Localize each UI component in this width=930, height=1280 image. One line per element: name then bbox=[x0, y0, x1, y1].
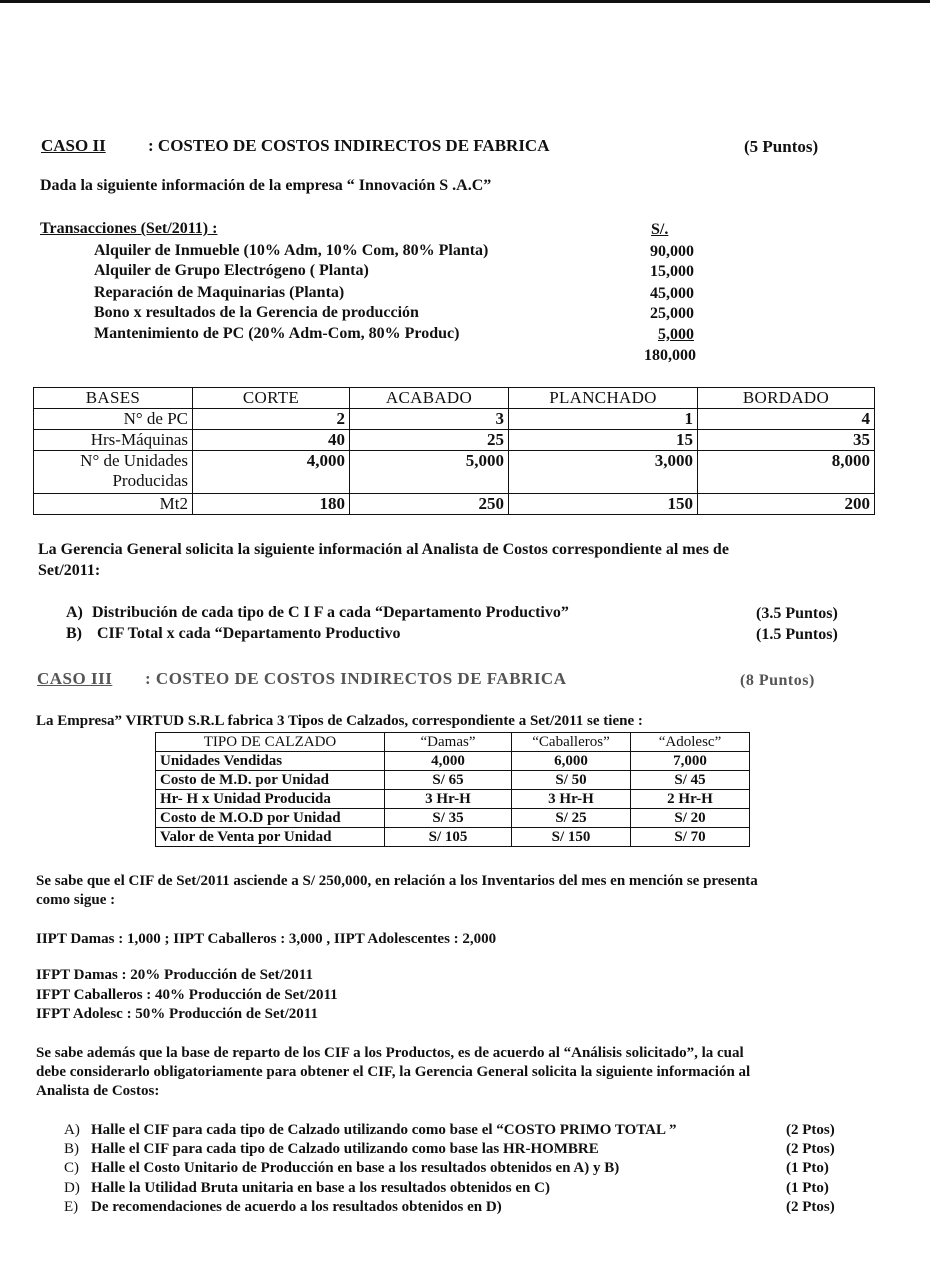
row-label: Costo de M.O.D por Unidad bbox=[156, 809, 385, 828]
caso2-label: CASO II bbox=[41, 136, 106, 155]
table-row bbox=[34, 430, 875, 451]
table-cell: 3,000 bbox=[509, 451, 698, 494]
transactions-header: Transacciones (Set/2011) : bbox=[40, 220, 218, 237]
caso2-title: : COSTEO DE COSTOS INDIRECTOS DE FABRICA bbox=[148, 136, 550, 155]
table-cell: S/ 20 bbox=[631, 809, 750, 828]
cif-line: como sigue : bbox=[36, 892, 116, 908]
table-cell: 40 bbox=[193, 430, 350, 451]
transaction-label: Bono x resultados de la Gerencia de producción bbox=[94, 304, 419, 321]
caso3-title: : COSTEO DE COSTOS INDIRECTOS DE FABRICA bbox=[145, 669, 567, 688]
table-cell: 5,000 bbox=[350, 451, 509, 494]
column-header: ACABADO bbox=[350, 388, 509, 409]
question-text: CIF Total x cada “Departamento Productivo bbox=[97, 625, 401, 642]
column-header: BORDADO bbox=[698, 388, 875, 409]
transaction-label: Reparación de Maquinarias (Planta) bbox=[94, 284, 345, 301]
column-header: BASES bbox=[34, 388, 193, 409]
paragraph-line: debe considerarlo obligatoriamente para obtener el CIF, la Gerencia General solicita la siguiente información al bbox=[36, 1064, 751, 1080]
table-row bbox=[34, 409, 875, 430]
table-cell: 15 bbox=[509, 430, 698, 451]
question-text: Halle el Costo Unitario de Producción en base a los resultados obtenidos en A) y B) bbox=[91, 1160, 620, 1176]
question-points: (1.5 Puntos) bbox=[756, 626, 838, 643]
row-label: Hrs-Máquinas bbox=[34, 430, 193, 451]
scan-top-edge bbox=[0, 0, 930, 3]
question-text: Halle el CIF para cada tipo de Calzado utilizando como base las HR-HOMBRE bbox=[91, 1141, 599, 1157]
column-header: CORTE bbox=[193, 388, 350, 409]
table-cell: 3 bbox=[350, 409, 509, 430]
table-cell: 4,000 bbox=[193, 451, 350, 494]
table-row bbox=[156, 752, 750, 771]
table-cell: S/ 70 bbox=[631, 828, 750, 847]
request-line: La Gerencia General solicita la siguiente información al Analista de Costos correspondiente al mes de bbox=[38, 541, 729, 558]
transaction-label: Alquiler de Inmueble (10% Adm, 10% Com, 80% Planta) bbox=[94, 242, 489, 259]
table-row bbox=[156, 771, 750, 790]
table-cell: S/ 35 bbox=[385, 809, 512, 828]
ifpt-line: IFPT Adolesc : 50% Producción de Set/2011 bbox=[36, 1006, 318, 1022]
question-points: (2 Ptos) bbox=[786, 1199, 835, 1215]
table-cell: S/ 65 bbox=[385, 771, 512, 790]
table-cell: S/ 50 bbox=[512, 771, 631, 790]
question-letter: B) bbox=[64, 1141, 79, 1157]
row-label: Unidades Vendidas bbox=[156, 752, 385, 771]
transaction-amount: 45,000 bbox=[650, 285, 694, 302]
paragraph-line: Analista de Costos: bbox=[36, 1083, 160, 1099]
row-label: Costo de M.D. por Unidad bbox=[156, 771, 385, 790]
transaction-amount: 25,000 bbox=[650, 305, 694, 322]
table-header-row bbox=[34, 388, 875, 409]
table-cell: 3 Hr-H bbox=[385, 790, 512, 809]
table-cell: 25 bbox=[350, 430, 509, 451]
table-cell: 35 bbox=[698, 430, 875, 451]
table-cell: 150 bbox=[509, 494, 698, 515]
row-label: Valor de Venta por Unidad bbox=[156, 828, 385, 847]
table-cell: 200 bbox=[698, 494, 875, 515]
table-cell: S/ 25 bbox=[512, 809, 631, 828]
cif-line: Se sabe que el CIF de Set/2011 asciende a S/ 250,000, en relación a los Inventarios del mes en mención se presenta bbox=[36, 873, 758, 889]
bases-table bbox=[33, 387, 875, 515]
table-cell: 180 bbox=[193, 494, 350, 515]
question-text: De recomendaciones de acuerdo a los resultados obtenidos en D) bbox=[91, 1199, 502, 1215]
column-header: TIPO DE CALZADO bbox=[156, 733, 385, 752]
table-cell: 3 Hr-H bbox=[512, 790, 631, 809]
question-text: Distribución de cada tipo de C I F a cada “Departamento Productivo” bbox=[92, 604, 569, 621]
caso2-points: (5 Puntos) bbox=[744, 137, 819, 156]
question-points: (2 Ptos) bbox=[786, 1122, 835, 1138]
table-cell: S/ 45 bbox=[631, 771, 750, 790]
caso2-intro: Dada la siguiente información de la empresa “ Innovación S .A.C” bbox=[40, 177, 492, 194]
calzado-table bbox=[155, 732, 750, 847]
table-cell: 6,000 bbox=[512, 752, 631, 771]
caso3-intro: La Empresa” VIRTUD S.R.L fabrica 3 Tipos de Calzados, correspondiente a Set/2011 se tiene : bbox=[36, 713, 643, 729]
question-text: Halle el CIF para cada tipo de Calzado utilizando como base el “COSTO PRIMO TOTAL ” bbox=[91, 1122, 677, 1138]
paragraph-line: Se sabe además que la base de reparto de los CIF a los Productos, es de acuerdo al “Análisis solicitado”, la cual bbox=[36, 1045, 744, 1061]
table-row bbox=[156, 790, 750, 809]
table-row bbox=[156, 828, 750, 847]
question-letter: C) bbox=[64, 1160, 79, 1176]
transaction-amount: 15,000 bbox=[650, 263, 694, 280]
row-label-line: N° de Unidades bbox=[80, 451, 188, 470]
column-header: “Adolesc” bbox=[631, 733, 750, 752]
table-cell: 4 bbox=[698, 409, 875, 430]
table-cell: 7,000 bbox=[631, 752, 750, 771]
table-header-row bbox=[156, 733, 750, 752]
question-letter: B) bbox=[66, 625, 82, 642]
table-cell: 1 bbox=[509, 409, 698, 430]
row-label bbox=[34, 451, 193, 494]
table-row bbox=[34, 451, 875, 494]
column-header: “Caballeros” bbox=[512, 733, 631, 752]
table-row bbox=[34, 494, 875, 515]
row-label: N° de PC bbox=[34, 409, 193, 430]
question-points: (1 Pto) bbox=[786, 1160, 829, 1176]
row-label: Mt2 bbox=[34, 494, 193, 515]
request-line: Set/2011: bbox=[38, 562, 101, 579]
table-cell: 250 bbox=[350, 494, 509, 515]
transaction-amount: 5,000 bbox=[658, 326, 694, 343]
table-cell: S/ 150 bbox=[512, 828, 631, 847]
table-cell: 8,000 bbox=[698, 451, 875, 494]
question-text: Halle la Utilidad Bruta unitaria en base a los resultados obtenidos en C) bbox=[91, 1180, 550, 1196]
currency-header: S/. bbox=[651, 221, 669, 238]
ifpt-line: IFPT Damas : 20% Producción de Set/2011 bbox=[36, 967, 313, 983]
transaction-label: Alquiler de Grupo Electrógeno ( Planta) bbox=[94, 262, 369, 279]
question-letter: A) bbox=[64, 1122, 80, 1138]
column-header: PLANCHADO bbox=[509, 388, 698, 409]
table-cell: 2 bbox=[193, 409, 350, 430]
question-letter: D) bbox=[64, 1180, 80, 1196]
question-letter: E) bbox=[64, 1199, 79, 1215]
row-label: Hr- H x Unidad Producida bbox=[156, 790, 385, 809]
ifpt-line: IFPT Caballeros : 40% Producción de Set/2011 bbox=[36, 987, 338, 1003]
transaction-amount: 90,000 bbox=[650, 243, 694, 260]
question-points: (2 Ptos) bbox=[786, 1141, 835, 1157]
table-cell: 2 Hr-H bbox=[631, 790, 750, 809]
table-cell: 4,000 bbox=[385, 752, 512, 771]
column-header: “Damas” bbox=[385, 733, 512, 752]
iipt-line: IIPT Damas : 1,000 ; IIPT Caballeros : 3,000 , IIPT Adolescentes : 2,000 bbox=[36, 931, 497, 947]
question-letter: A) bbox=[66, 604, 83, 621]
caso3-label: CASO III bbox=[37, 669, 113, 688]
caso3-points: (8 Puntos) bbox=[740, 672, 815, 689]
table-cell: S/ 105 bbox=[385, 828, 512, 847]
question-points: (1 Pto) bbox=[786, 1180, 829, 1196]
transactions-total: 180,000 bbox=[644, 347, 696, 364]
row-label-line: Producidas bbox=[112, 471, 188, 490]
transaction-label: Mantenimiento de PC (20% Adm-Com, 80% Produc) bbox=[94, 325, 460, 342]
table-row bbox=[156, 809, 750, 828]
question-points: (3.5 Puntos) bbox=[756, 605, 838, 622]
